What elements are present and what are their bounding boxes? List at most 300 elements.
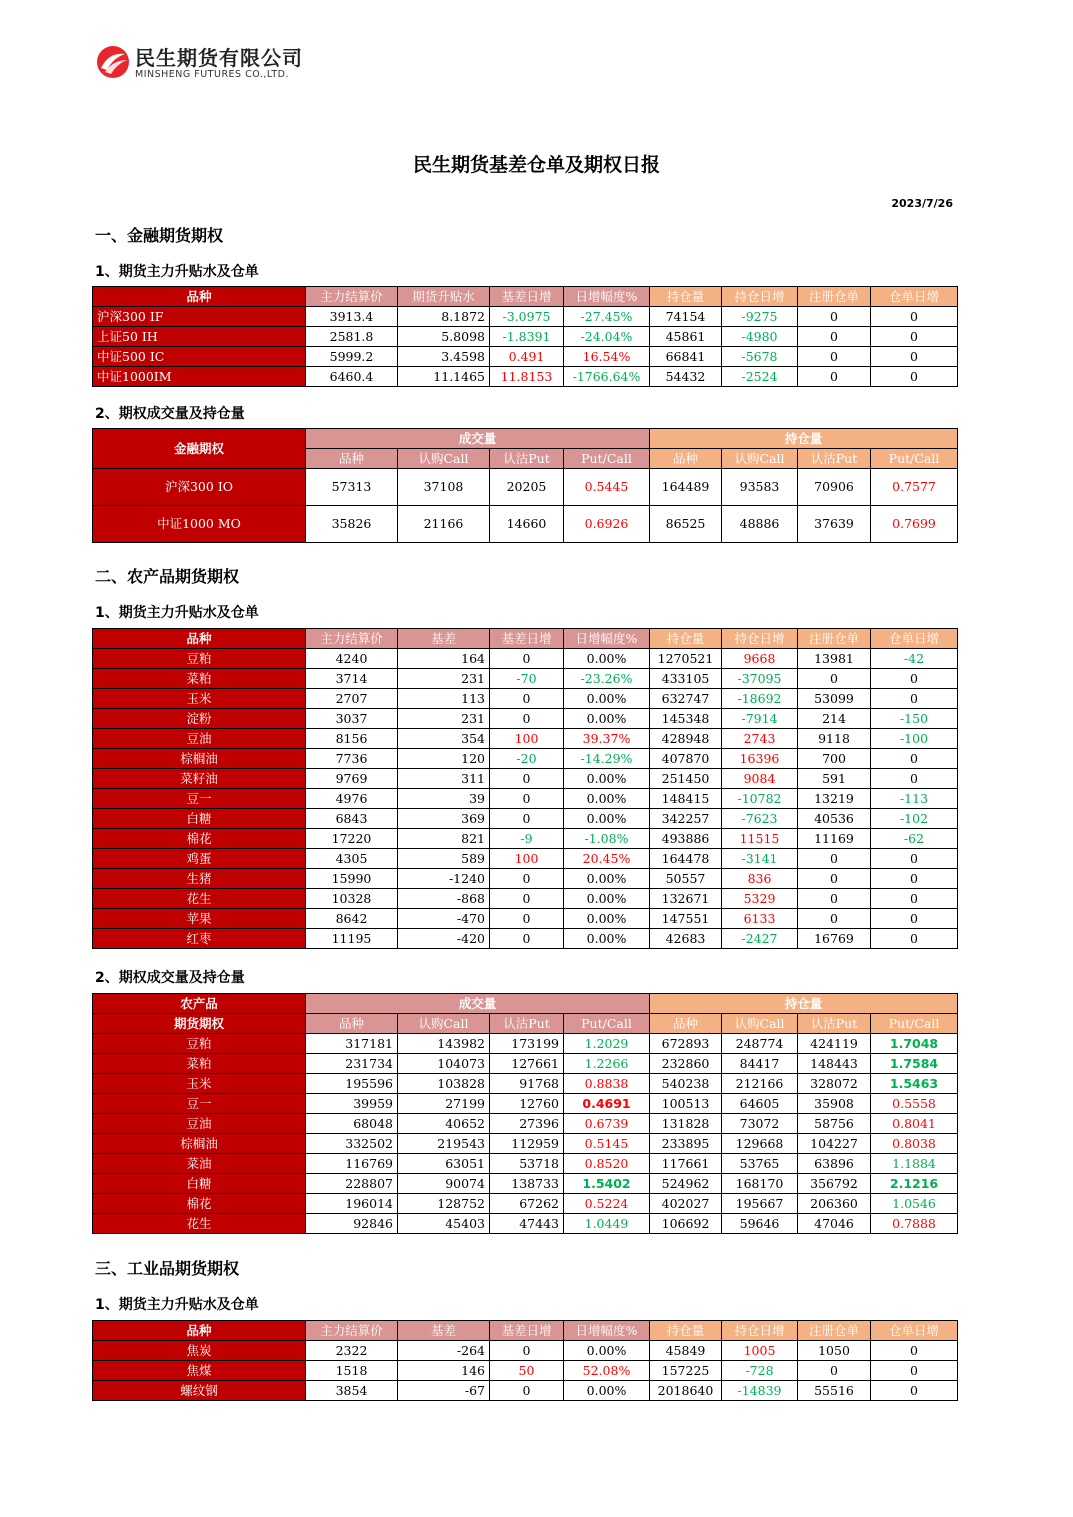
column-subheader: Put/Call bbox=[564, 449, 650, 469]
agri-futures-table bbox=[92, 628, 958, 949]
table-cell: 1050 bbox=[798, 1341, 871, 1361]
table-cell: 113 bbox=[398, 689, 490, 709]
table-cell: 0.00% bbox=[564, 1341, 650, 1361]
table-cell: 0.00% bbox=[564, 649, 650, 669]
row-label: 豆粕 bbox=[93, 1034, 306, 1054]
table-cell: 112959 bbox=[490, 1134, 564, 1154]
table-cell: 3913.4 bbox=[306, 307, 398, 327]
table-row bbox=[93, 1034, 958, 1054]
table-row bbox=[93, 1114, 958, 1134]
table-cell: 0.7577 bbox=[871, 469, 958, 506]
column-subheader: 认沽Put bbox=[490, 1014, 564, 1034]
table-cell: 6133 bbox=[722, 909, 798, 929]
table-cell: 0 bbox=[871, 669, 958, 689]
table-cell: 5329 bbox=[722, 889, 798, 909]
column-header: 仓单日增 bbox=[871, 287, 958, 307]
column-subheader: 认购Call bbox=[398, 1014, 490, 1034]
table-cell: 0.00% bbox=[564, 1381, 650, 1401]
table-cell: 164 bbox=[398, 649, 490, 669]
table-cell: -728 bbox=[722, 1361, 798, 1381]
table-cell: 100 bbox=[490, 849, 564, 869]
table-cell: -1766.64% bbox=[564, 367, 650, 387]
openinterest-group-header: 持仓量 bbox=[650, 429, 958, 449]
row-label: 豆粕 bbox=[93, 649, 306, 669]
table-cell: 9118 bbox=[798, 729, 871, 749]
table-cell: 0 bbox=[798, 869, 871, 889]
table-cell: 17220 bbox=[306, 829, 398, 849]
table-cell: 5.8098 bbox=[398, 327, 490, 347]
column-subheader: 认沽Put bbox=[490, 449, 564, 469]
table-row bbox=[93, 1074, 958, 1094]
row-label: 中证1000IM bbox=[93, 367, 306, 387]
table-cell: 0 bbox=[490, 709, 564, 729]
table-cell: 45849 bbox=[650, 1341, 722, 1361]
table-cell: 407870 bbox=[650, 749, 722, 769]
table-cell: 0 bbox=[871, 749, 958, 769]
table-cell: 0 bbox=[490, 1341, 564, 1361]
agri-options-table bbox=[92, 993, 958, 1234]
row-label: 棕榈油 bbox=[93, 1134, 306, 1154]
table-cell: 164489 bbox=[650, 469, 722, 506]
table-cell: 2581.8 bbox=[306, 327, 398, 347]
row-label: 生猪 bbox=[93, 869, 306, 889]
column-header: 基差日增 bbox=[490, 1321, 564, 1341]
column-header: 主力结算价 bbox=[306, 629, 398, 649]
table-cell: 0 bbox=[871, 367, 958, 387]
table-cell: 0 bbox=[798, 889, 871, 909]
table-cell: 20.45% bbox=[564, 849, 650, 869]
column-header: 仓单日增 bbox=[871, 629, 958, 649]
table-cell: 11.1465 bbox=[398, 367, 490, 387]
table-cell: 0 bbox=[490, 689, 564, 709]
table-cell: -3141 bbox=[722, 849, 798, 869]
column-header: 持仓量 bbox=[650, 287, 722, 307]
table-cell: 8642 bbox=[306, 909, 398, 929]
table-cell: -102 bbox=[871, 809, 958, 829]
report-title: 民生期货基差仓单及期权日报 bbox=[412, 154, 660, 176]
table-cell: 147551 bbox=[650, 909, 722, 929]
table-cell: 0 bbox=[798, 307, 871, 327]
table-row bbox=[93, 929, 958, 949]
table-cell: -3.0975 bbox=[490, 307, 564, 327]
table-cell: 0 bbox=[871, 689, 958, 709]
table-cell: 3037 bbox=[306, 709, 398, 729]
volume-group-header: 成交量 bbox=[306, 429, 650, 449]
row-label: 玉米 bbox=[93, 689, 306, 709]
table-cell: 39959 bbox=[306, 1094, 398, 1114]
section-industrial-heading: 三、工业品期货期权 bbox=[95, 1259, 240, 1278]
column-header: 主力结算价 bbox=[306, 287, 398, 307]
table-cell: 14660 bbox=[490, 506, 564, 543]
table-cell: 0 bbox=[490, 889, 564, 909]
table-cell: 311 bbox=[398, 769, 490, 789]
row-label: 焦煤 bbox=[93, 1361, 306, 1381]
table-cell: 0 bbox=[871, 1361, 958, 1381]
table-cell: 700 bbox=[798, 749, 871, 769]
table-cell: 0 bbox=[490, 909, 564, 929]
table-cell: 0.00% bbox=[564, 789, 650, 809]
table-cell: -27.45% bbox=[564, 307, 650, 327]
column-header: 品种 bbox=[93, 1321, 306, 1341]
table-cell: 8.1872 bbox=[398, 307, 490, 327]
table-cell: 84417 bbox=[722, 1054, 798, 1074]
table-cell: -113 bbox=[871, 789, 958, 809]
table-cell: 0.5558 bbox=[871, 1094, 958, 1114]
table-cell: 0 bbox=[490, 1381, 564, 1401]
table-cell: 540238 bbox=[650, 1074, 722, 1094]
table-cell: 164478 bbox=[650, 849, 722, 869]
table-cell: 0.8838 bbox=[564, 1074, 650, 1094]
table-cell: 21166 bbox=[398, 506, 490, 543]
table-cell: 493886 bbox=[650, 829, 722, 849]
table-cell: 836 bbox=[722, 869, 798, 889]
company-name-cn: 民生期货有限公司 bbox=[135, 46, 303, 70]
table-cell: 206360 bbox=[798, 1194, 871, 1214]
table-cell: 1.2029 bbox=[564, 1034, 650, 1054]
table-cell: -7623 bbox=[722, 809, 798, 829]
table-cell: 248774 bbox=[722, 1034, 798, 1054]
table-cell: 0 bbox=[871, 909, 958, 929]
column-header: 持仓量 bbox=[650, 1321, 722, 1341]
table-cell: 2707 bbox=[306, 689, 398, 709]
table-cell: 0.00% bbox=[564, 689, 650, 709]
table-cell: 132671 bbox=[650, 889, 722, 909]
table-row bbox=[93, 1174, 958, 1194]
row-label: 菜粕 bbox=[93, 1054, 306, 1074]
table-cell: 5999.2 bbox=[306, 347, 398, 367]
table-cell: 0.00% bbox=[564, 869, 650, 889]
table-cell: 58756 bbox=[798, 1114, 871, 1134]
table-cell: 7736 bbox=[306, 749, 398, 769]
table-cell: 59646 bbox=[722, 1214, 798, 1234]
row-label: 豆一 bbox=[93, 1094, 306, 1114]
section-industrial-sub1: 1、期货主力升贴水及仓单 bbox=[95, 1297, 259, 1313]
table-cell: 424119 bbox=[798, 1034, 871, 1054]
table-cell: 1.0449 bbox=[564, 1214, 650, 1234]
table-cell: 1.1884 bbox=[871, 1154, 958, 1174]
table-cell: -5678 bbox=[722, 347, 798, 367]
table-cell: 45861 bbox=[650, 327, 722, 347]
table-cell: 50 bbox=[490, 1361, 564, 1381]
table-cell: 168170 bbox=[722, 1174, 798, 1194]
table-cell: 524962 bbox=[650, 1174, 722, 1194]
table-cell: 354 bbox=[398, 729, 490, 749]
table-cell: 821 bbox=[398, 829, 490, 849]
table-cell: 148415 bbox=[650, 789, 722, 809]
table-row bbox=[93, 869, 958, 889]
table-cell: -14.29% bbox=[564, 749, 650, 769]
industrial-futures-table bbox=[92, 1320, 958, 1401]
row-label: 菜油 bbox=[93, 1154, 306, 1174]
company-logo bbox=[95, 40, 325, 85]
column-header: 注册仓单 bbox=[798, 629, 871, 649]
table-cell: 0.5445 bbox=[564, 469, 650, 506]
table-cell: 0 bbox=[798, 347, 871, 367]
row-label: 花生 bbox=[93, 889, 306, 909]
table-cell: 63896 bbox=[798, 1154, 871, 1174]
table-cell: 8156 bbox=[306, 729, 398, 749]
table-cell: 1.5402 bbox=[564, 1174, 650, 1194]
table-row bbox=[93, 889, 958, 909]
table-cell: 0 bbox=[871, 1341, 958, 1361]
table-cell: 332502 bbox=[306, 1134, 398, 1154]
table-cell: 106692 bbox=[650, 1214, 722, 1234]
table-cell: 4976 bbox=[306, 789, 398, 809]
table-cell: -20 bbox=[490, 749, 564, 769]
column-header: 仓单日增 bbox=[871, 1321, 958, 1341]
table-cell: 1.5463 bbox=[871, 1074, 958, 1094]
table-row bbox=[93, 1134, 958, 1154]
table-cell: 212166 bbox=[722, 1074, 798, 1094]
table-cell: -18692 bbox=[722, 689, 798, 709]
table-cell: 233895 bbox=[650, 1134, 722, 1154]
row-label: 焦炭 bbox=[93, 1341, 306, 1361]
section-agri-sub2: 2、期权成交量及持仓量 bbox=[95, 970, 245, 986]
table-cell: 39 bbox=[398, 789, 490, 809]
table-row bbox=[93, 506, 958, 543]
table-cell: 219543 bbox=[398, 1134, 490, 1154]
table-cell: -2427 bbox=[722, 929, 798, 949]
table-cell: 145348 bbox=[650, 709, 722, 729]
table-cell: 342257 bbox=[650, 809, 722, 829]
table-cell: 0 bbox=[490, 789, 564, 809]
table-header-row bbox=[93, 287, 958, 307]
table-cell: 35908 bbox=[798, 1094, 871, 1114]
table-cell: 0.7888 bbox=[871, 1214, 958, 1234]
table-cell: 9668 bbox=[722, 649, 798, 669]
table-row bbox=[93, 1154, 958, 1174]
table-cell: 0.8041 bbox=[871, 1114, 958, 1134]
table-row bbox=[93, 469, 958, 506]
table-cell: 0.00% bbox=[564, 809, 650, 829]
column-subheader: 认沽Put bbox=[798, 1014, 871, 1034]
table-cell: 0 bbox=[871, 307, 958, 327]
table-row bbox=[93, 1341, 958, 1361]
row-label: 中证1000 MO bbox=[93, 506, 306, 543]
table-row bbox=[93, 347, 958, 367]
table-cell: 232860 bbox=[650, 1054, 722, 1074]
table-cell: 35826 bbox=[306, 506, 398, 543]
table-cell: 0 bbox=[798, 1361, 871, 1381]
column-header: 日增幅度% bbox=[564, 287, 650, 307]
table-cell: 11515 bbox=[722, 829, 798, 849]
table-cell: 127661 bbox=[490, 1054, 564, 1074]
table-cell: 74154 bbox=[650, 307, 722, 327]
table-row bbox=[93, 769, 958, 789]
column-header: 日增幅度% bbox=[564, 1321, 650, 1341]
table-row bbox=[93, 809, 958, 829]
financial-options-table bbox=[92, 428, 958, 543]
table-row bbox=[93, 1054, 958, 1074]
table-cell: 231734 bbox=[306, 1054, 398, 1074]
table-header-row bbox=[93, 1321, 958, 1341]
table-cell: -868 bbox=[398, 889, 490, 909]
table-cell: 231 bbox=[398, 709, 490, 729]
table-cell: 129668 bbox=[722, 1134, 798, 1154]
table-cell: 52.08% bbox=[564, 1361, 650, 1381]
table-cell: 0.5145 bbox=[564, 1134, 650, 1154]
openinterest-group-header: 持仓量 bbox=[650, 994, 958, 1014]
table-cell: 2322 bbox=[306, 1341, 398, 1361]
table-cell: 63051 bbox=[398, 1154, 490, 1174]
table-cell: 15990 bbox=[306, 869, 398, 889]
table-cell: 1005 bbox=[722, 1341, 798, 1361]
table-cell: 42683 bbox=[650, 929, 722, 949]
row-label: 菜籽油 bbox=[93, 769, 306, 789]
table-cell: 1518 bbox=[306, 1361, 398, 1381]
table-cell: 11169 bbox=[798, 829, 871, 849]
table-cell: 37639 bbox=[798, 506, 871, 543]
row-label: 淀粉 bbox=[93, 709, 306, 729]
table-cell: 92846 bbox=[306, 1214, 398, 1234]
table-cell: 50557 bbox=[650, 869, 722, 889]
table-cell: 428948 bbox=[650, 729, 722, 749]
table-row bbox=[93, 367, 958, 387]
table-cell: -70 bbox=[490, 669, 564, 689]
column-subheader: 品种 bbox=[650, 1014, 722, 1034]
table-cell: 591 bbox=[798, 769, 871, 789]
minsheng-logo-icon bbox=[95, 44, 131, 80]
table-cell: 0.00% bbox=[564, 709, 650, 729]
column-subheader: Put/Call bbox=[871, 449, 958, 469]
table-row bbox=[93, 1361, 958, 1381]
table-cell: 1.0546 bbox=[871, 1194, 958, 1214]
column-subheader: 认购Call bbox=[722, 1014, 798, 1034]
table-cell: 4305 bbox=[306, 849, 398, 869]
table-cell: 100 bbox=[490, 729, 564, 749]
table-cell: 228807 bbox=[306, 1174, 398, 1194]
row-label: 沪深300 IF bbox=[93, 307, 306, 327]
table-cell: 67262 bbox=[490, 1194, 564, 1214]
table-cell: 173199 bbox=[490, 1034, 564, 1054]
options-corner-header-line2: 期货期权 bbox=[93, 1014, 306, 1034]
table-cell: 1.7584 bbox=[871, 1054, 958, 1074]
column-header: 品种 bbox=[93, 287, 306, 307]
table-cell: 64605 bbox=[722, 1094, 798, 1114]
table-cell: 57313 bbox=[306, 469, 398, 506]
column-subheader: 认购Call bbox=[398, 449, 490, 469]
column-header: 基差日增 bbox=[490, 287, 564, 307]
table-cell: 4240 bbox=[306, 649, 398, 669]
table-cell: 146 bbox=[398, 1361, 490, 1381]
section-financial-sub2: 2、期权成交量及持仓量 bbox=[95, 406, 245, 422]
table-cell: 317181 bbox=[306, 1034, 398, 1054]
table-row bbox=[93, 327, 958, 347]
column-subheader: Put/Call bbox=[871, 1014, 958, 1034]
table-cell: 27396 bbox=[490, 1114, 564, 1134]
table-row bbox=[93, 829, 958, 849]
table-cell: 0 bbox=[871, 869, 958, 889]
table-cell: 0 bbox=[871, 849, 958, 869]
options-subheader-row bbox=[93, 1014, 958, 1034]
table-cell: 214 bbox=[798, 709, 871, 729]
table-cell: 0 bbox=[798, 327, 871, 347]
table-cell: 117661 bbox=[650, 1154, 722, 1174]
table-cell: -37095 bbox=[722, 669, 798, 689]
table-cell: 45403 bbox=[398, 1214, 490, 1234]
table-cell: 157225 bbox=[650, 1361, 722, 1381]
table-cell: -4980 bbox=[722, 327, 798, 347]
table-cell: 47046 bbox=[798, 1214, 871, 1234]
row-label: 红枣 bbox=[93, 929, 306, 949]
table-cell: 251450 bbox=[650, 769, 722, 789]
table-cell: 143982 bbox=[398, 1034, 490, 1054]
table-cell: 3854 bbox=[306, 1381, 398, 1401]
table-cell: -2524 bbox=[722, 367, 798, 387]
table-cell: 53099 bbox=[798, 689, 871, 709]
table-row bbox=[93, 789, 958, 809]
table-row bbox=[93, 649, 958, 669]
table-row bbox=[93, 849, 958, 869]
column-header: 品种 bbox=[93, 629, 306, 649]
row-label: 鸡蛋 bbox=[93, 849, 306, 869]
table-cell: -14839 bbox=[722, 1381, 798, 1401]
table-cell: 37108 bbox=[398, 469, 490, 506]
table-cell: 16.54% bbox=[564, 347, 650, 367]
company-name-en: MINSHENG FUTURES CO.,LTD. bbox=[135, 69, 289, 80]
table-cell: 0.00% bbox=[564, 889, 650, 909]
table-cell: -10782 bbox=[722, 789, 798, 809]
table-cell: 66841 bbox=[650, 347, 722, 367]
table-cell: 0.491 bbox=[490, 347, 564, 367]
table-cell: 16769 bbox=[798, 929, 871, 949]
table-cell: 0.7699 bbox=[871, 506, 958, 543]
table-cell: 195596 bbox=[306, 1074, 398, 1094]
table-cell: 11195 bbox=[306, 929, 398, 949]
table-row bbox=[93, 729, 958, 749]
table-header-row bbox=[93, 629, 958, 649]
table-cell: -264 bbox=[398, 1341, 490, 1361]
table-cell: 0 bbox=[871, 327, 958, 347]
row-label: 豆一 bbox=[93, 789, 306, 809]
table-cell: 6843 bbox=[306, 809, 398, 829]
table-cell: -150 bbox=[871, 709, 958, 729]
table-row bbox=[93, 1194, 958, 1214]
column-header: 持仓日增 bbox=[722, 629, 798, 649]
table-cell: 3.4598 bbox=[398, 347, 490, 367]
table-cell: 13981 bbox=[798, 649, 871, 669]
table-cell: 369 bbox=[398, 809, 490, 829]
table-cell: 0 bbox=[798, 909, 871, 929]
table-cell: -100 bbox=[871, 729, 958, 749]
table-cell: 2743 bbox=[722, 729, 798, 749]
row-label: 豆油 bbox=[93, 729, 306, 749]
table-cell: -7914 bbox=[722, 709, 798, 729]
row-label: 沪深300 IO bbox=[93, 469, 306, 506]
table-cell: 0 bbox=[490, 649, 564, 669]
table-cell: 1.7048 bbox=[871, 1034, 958, 1054]
column-subheader: 品种 bbox=[650, 449, 722, 469]
column-header: 持仓量 bbox=[650, 629, 722, 649]
table-row bbox=[93, 1214, 958, 1234]
table-cell: -42 bbox=[871, 649, 958, 669]
table-cell: 2.1216 bbox=[871, 1174, 958, 1194]
table-cell: 0 bbox=[490, 869, 564, 889]
section-financial-heading: 一、金融期货期权 bbox=[95, 226, 224, 245]
table-cell: 93583 bbox=[722, 469, 798, 506]
table-cell: 632747 bbox=[650, 689, 722, 709]
section-financial-sub1: 1、期货主力升贴水及仓单 bbox=[95, 264, 259, 280]
table-cell: 0.00% bbox=[564, 929, 650, 949]
table-cell: -9275 bbox=[722, 307, 798, 327]
table-cell: 103828 bbox=[398, 1074, 490, 1094]
table-cell: -62 bbox=[871, 829, 958, 849]
row-label: 棕榈油 bbox=[93, 749, 306, 769]
table-cell: 86525 bbox=[650, 506, 722, 543]
section-agri-heading: 二、农产品期货期权 bbox=[95, 567, 240, 586]
table-cell: 0 bbox=[871, 769, 958, 789]
table-cell: 10328 bbox=[306, 889, 398, 909]
